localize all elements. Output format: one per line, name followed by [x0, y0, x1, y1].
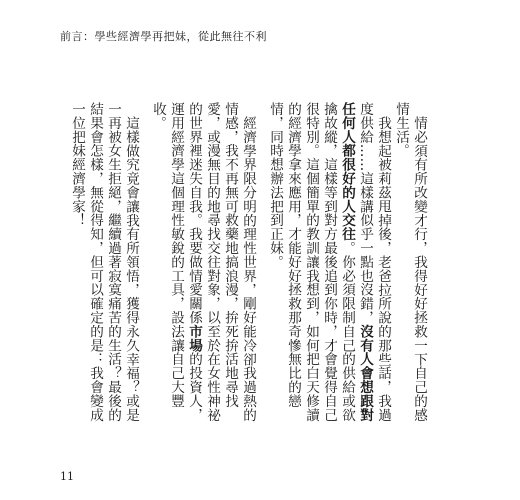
paragraph-4-text: 這樣做究竟會讓我有所領悟，獲得永久幸福？或是一再被女生拒絕，繼續過著寂寞痛苦的生活？最後的結果會怎樣，無從得知，但可以確定的是：我會變成一位把妹經濟學家！ — [69, 102, 139, 422]
paragraph-2-emphasis: 沒有人會想跟對任何人都很好的人交往 — [339, 102, 373, 422]
paragraph-2 — [266, 102, 392, 432]
paragraph-2-text-b: 。你必須限制自己的供給或欲擒故縱，這樣等到對方最後追到你時，才會覺得自己很特別。這個簡單的教訓讓我想到，如何把白天修讀的經濟學拿來應用，才能好好拯救那奇慘無比的戀情，同時想辦法把到正妹。 — [267, 102, 355, 422]
paragraph-4 — [68, 102, 140, 432]
paragraph-3-text-b: 的投資人，運用經濟學這個理性敏銳的工具，設法讓自己大豐收。 — [150, 102, 202, 422]
vertical-text-body — [69, 102, 428, 432]
running-header: 前言：學些經濟學再把妹，從此無往不利 — [60, 30, 267, 43]
paragraph-3-text-a: 經濟學界限分明的理性世界，剛好能冷卻我過熱的情感，我不再無可救藥地搞浪漫，拚死拚活地尋找愛，或漫無目的地尋找交往對象，以至於在女性神祕的世界裡迷失自我。我要做情愛關係 — [186, 102, 256, 422]
paragraph-1 — [392, 102, 428, 432]
paragraph-2-text-a: 我想起被莉茲甩掉後，老爸拉所說的那些話，我過度供給……這樣講似乎一點也沒錯， — [357, 102, 391, 422]
paragraph-3 — [149, 102, 257, 432]
paragraph-1-text: 情必須有所改變才行，我得好好拯救一下自己的感情生活。 — [393, 102, 427, 422]
paragraph-3-emphasis: 市場 — [186, 324, 202, 353]
page-number: 11 — [60, 470, 74, 483]
